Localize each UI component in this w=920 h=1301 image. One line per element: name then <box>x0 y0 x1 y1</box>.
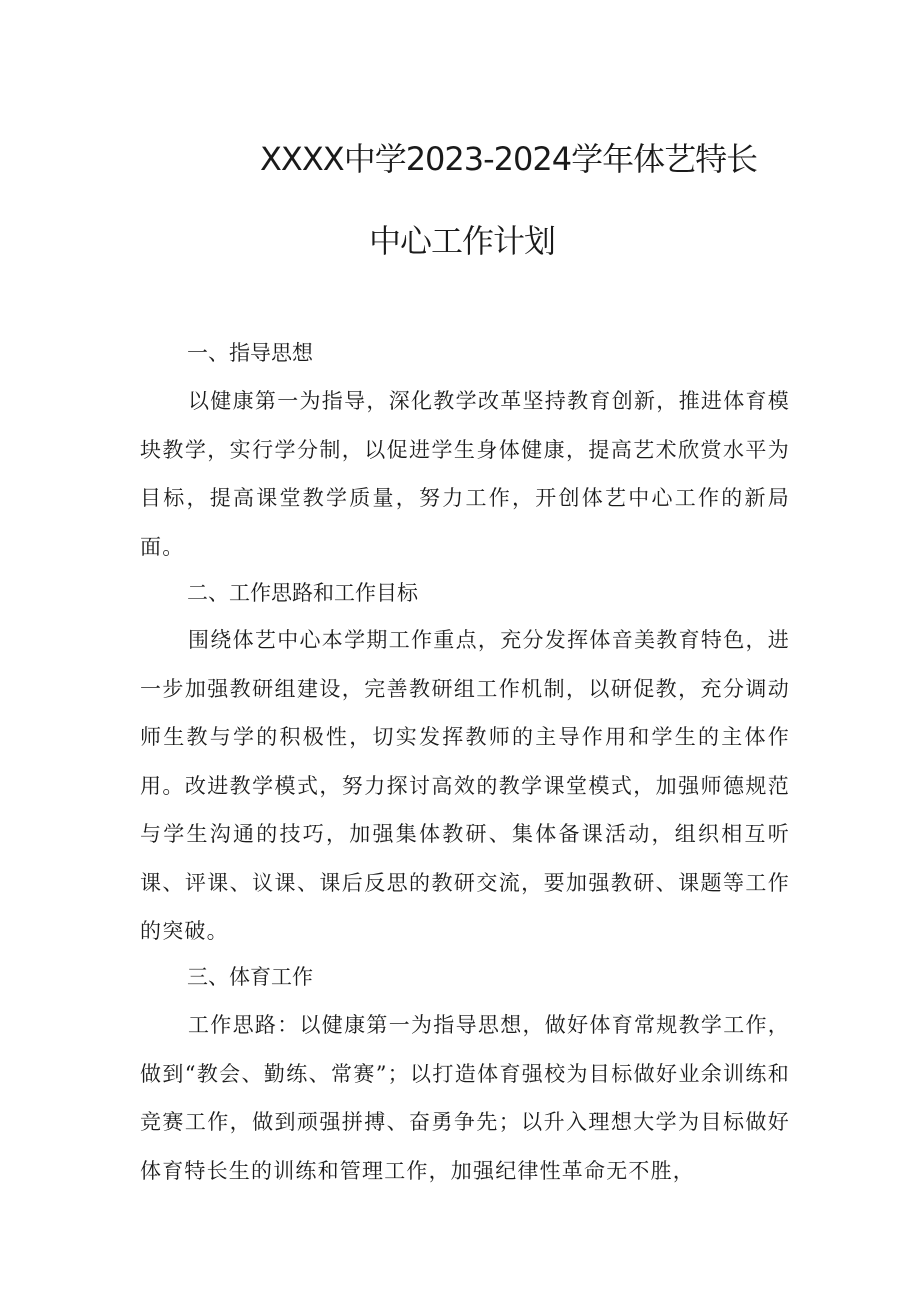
document-title-line-2: 中心工作计划 <box>369 222 556 260</box>
section-heading-guiding-thought: 一、指导思想 <box>187 341 313 365</box>
section-paragraph-sports-work: 工作思路：以健康第一为指导思想，做好体育常规教学工作，做到“教会、勤练、常赛”；以打造体育强校为目标做好业余训练和竞赛工作，做到顽强拼搏、奋勇争先；以升入理想大学为目标做好体育特长生的训练和管理工作，加强纪律性革命无不胜， <box>140 1013 790 1183</box>
document-title-line-1: XXXX中学2023-2024学年体艺特长 <box>260 140 758 178</box>
section-paragraph-guiding-thought: 以健康第一为指导，深化教学改革坚持教育创新，推进体育模块教学，实行学分制，以促进学生身体健康，提高艺术欣赏水平为目标，提高课堂教学质量，努力工作，开创体艺中心工作的新局面。 <box>140 389 790 559</box>
section-heading-sports-work: 三、体育工作 <box>187 965 313 989</box>
section-heading-work-plan-goals: 二、工作思路和工作目标 <box>187 581 418 605</box>
section-paragraph-work-plan-goals: 围绕体艺中心本学期工作重点，充分发挥体音美教育特色，进一步加强教研组建设，完善教研组工作机制，以研促教，充分调动师生教与学的积极性，切实发挥教师的主导作用和学生的主体作用。改进教学模式，努力探讨高效的教学课堂模式，加强师德规范与学生沟通的技巧，加强集体教研、集体备课活动，组织相互听课、评课、议课、课后反思的教研交流，要加强教研、课题等工作的突破。 <box>140 628 790 943</box>
